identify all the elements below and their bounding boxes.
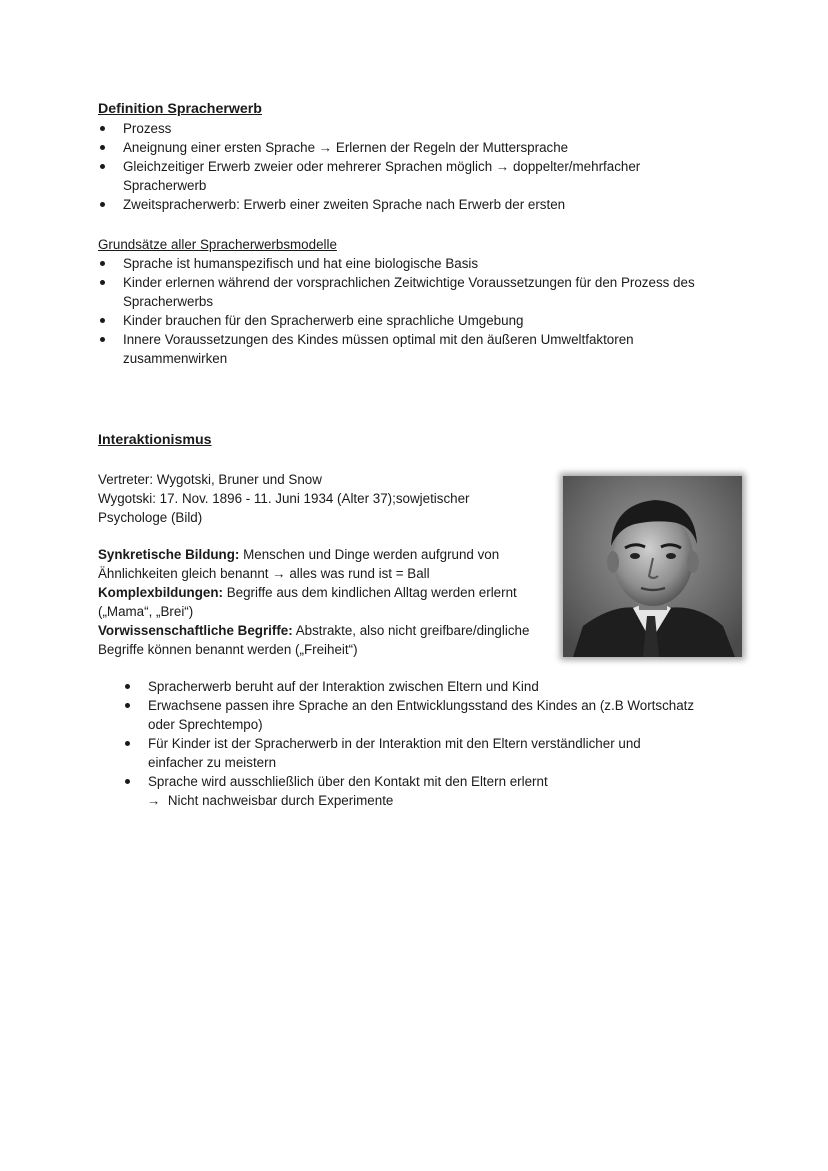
definition-komplex xyxy=(98,583,548,621)
list-item: Spracherwerb beruht auf der Interaktion zwischen Eltern und Kind xyxy=(123,677,723,696)
list-item: Sprache ist humanspezifisch und hat eine biologische Basis xyxy=(98,254,738,273)
sub-conclusion-text: Nicht nachweisbar durch Experimente xyxy=(167,793,394,808)
list-item: Für Kinder ist der Spracherwerb in der Interaktion mit den Eltern verständlicher und einfacher zu meistern xyxy=(123,734,688,772)
definition-text: Menschen und Dinge werden aufgrund von Ähnlichkeiten gleich benannt → alles was rund ist = Ball xyxy=(98,547,500,581)
list-item: Prozess xyxy=(98,119,738,138)
section-title: Grundsätze aller Spracherwerbsmodelle xyxy=(98,237,337,252)
list-item: Kinder erlernen während der vorsprachlichen Zeitwichtige Voraussetzungen für den Prozess des Spracherwerbs xyxy=(98,273,738,311)
list-item: Gleichzeitiger Erwerb zweier oder mehrerer Sprachen möglich → doppelter/mehrfacher Spracherwerb xyxy=(98,157,693,195)
bullet-list xyxy=(123,677,723,791)
section-title: Definition Spracherwerb xyxy=(98,101,262,117)
list-item: Erwachsene passen ihre Sprache an den Entwicklungsstand des Kindes an (z.B Wortschatz oder Sprechtempo) xyxy=(123,696,718,734)
list-item: Aneignung einer ersten Sprache → Erlernen der Regeln der Muttersprache xyxy=(98,138,738,157)
list-item: Sprache wird ausschließlich über den Kontakt mit den Eltern erlernt xyxy=(123,772,723,791)
definitions-block xyxy=(98,545,548,659)
section-definition xyxy=(98,100,738,214)
definition-vorwissenschaftlich xyxy=(98,621,548,659)
list-item: Zweitspracherwerb: Erwerb einer zweiten Sprache nach Erwerb der ersten xyxy=(98,195,738,214)
portrait-icon xyxy=(563,476,742,657)
bullet-list xyxy=(98,254,738,368)
definition-text: Begriffe aus dem kindlichen Alltag werden erlernt („Mama“, „Brei“) xyxy=(98,585,517,619)
definition-term: Vorwissenschaftliche Begriffe: xyxy=(98,623,293,638)
definition-term: Komplexbildungen: xyxy=(98,585,223,600)
portrait-photo xyxy=(563,476,742,657)
definition-term: Synkretische Bildung: xyxy=(98,547,240,562)
definition-synkretisch xyxy=(98,545,548,583)
vertreter-text: Vertreter: Wygotski, Bruner und Snow xyxy=(98,472,322,487)
bullet-list xyxy=(98,119,738,214)
interaktionismus-list xyxy=(123,677,723,810)
sub-conclusion xyxy=(123,791,723,810)
wygotski-line-2: Psychologe (Bild) xyxy=(98,510,203,525)
list-item: Innere Voraussetzungen des Kindes müssen optimal mit den äußeren Umweltfaktoren zusammenwirken xyxy=(98,330,683,368)
section-title: Interaktionismus xyxy=(98,432,212,448)
list-item: Kinder brauchen für den Spracherwerb eine sprachliche Umgebung xyxy=(98,311,738,330)
section-interaktionismus xyxy=(98,431,738,450)
definition-text: Abstrakte, also nicht greifbare/dingliche Begriffe können benannt werden („Freiheit“) xyxy=(98,623,530,657)
section-grundsaetze xyxy=(98,235,738,368)
arrow-icon: → xyxy=(147,793,161,808)
vertreter-block xyxy=(98,470,548,527)
wygotski-line-1: Wygotski: 17. Nov. 1896 - 11. Juni 1934 (Alter 37);sowjetischer xyxy=(98,491,470,506)
